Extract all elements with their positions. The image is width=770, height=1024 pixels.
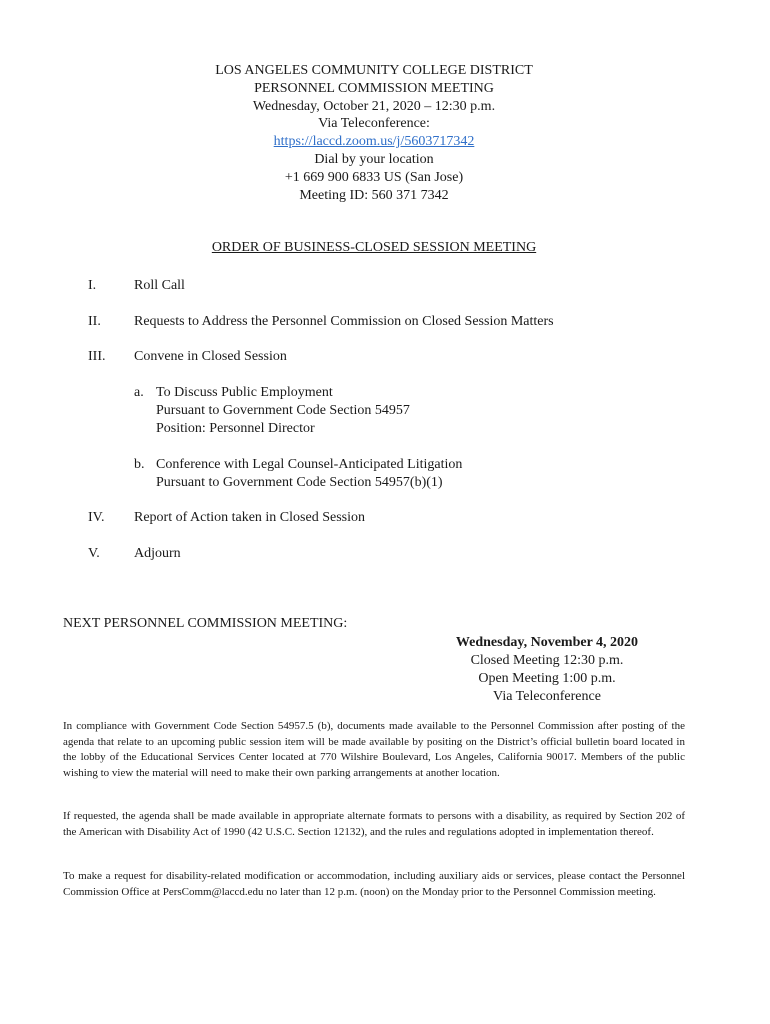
item-text: Requests to Address the Personnel Commission on Closed Session Matters [134,314,554,329]
item-text: Convene in Closed Session [134,349,287,364]
subitem-letter: b. [134,457,145,472]
subitem-line: Conference with Legal Counsel-Anticipated Litigation [156,457,463,472]
dial-label: Dial by your location [314,151,434,167]
meeting-datetime: Wednesday, October 21, 2020 – 12:30 p.m. [252,98,496,114]
meeting-id: Meeting ID: 560 371 7342 [299,187,449,203]
subitem-b [134,456,462,492]
next-meeting-label: NEXT PERSONNEL COMMISSION MEETING: [63,616,348,631]
item-number: III. [88,349,106,364]
open-meeting-time: Open Meeting 1:00 p.m. [478,671,616,686]
next-meeting-date: Wednesday, November 4, 2020 [455,635,639,650]
order-of-business-heading: ORDER OF BUSINESS-CLOSED SESSION MEETING [211,240,537,255]
subitem-letter: a. [134,385,144,400]
item-text: Adjourn [134,546,181,561]
meeting-title: PERSONNEL COMMISSION MEETING [254,80,494,96]
meeting-header [0,62,748,204]
item-text: Report of Action taken in Closed Session [134,510,365,525]
notice-accommodation-request: To make a request for disability-related modification or accommodation, including auxiliary aids or services, please contact the Personnel Commission Office at PersComm@laccd.edu no later than 12 p.m. (noon) on the Monday prior to the Personnel Commission meeting. [63,870,685,898]
subitem-line: Position: Personnel Director [156,421,315,436]
notice-public-records: In compliance with Government Code Section 54957.5 (b), documents made available to the Personnel Commission after posting of the agenda that relate to an upcoming public session item will be made available by positing on the District’s official bulletin board located in the lobby of the Educational Services Center located at 770 Wilshire Boulevard, Los Angeles, California 90017. Members of the public wishing to view the material will need to make their own parking arrangements at another location. [63,720,685,779]
subitem-line: To Discuss Public Employment [156,385,333,400]
subitem-line: Pursuant to Government Code Section 54957 [156,403,410,418]
subitem-line: Pursuant to Government Code Section 54957(b)(1) [156,475,443,490]
next-meeting-venue: Via Teleconference [493,689,601,704]
teleconference-label: Via Teleconference: [318,116,430,132]
notice-alternate-formats: If requested, the agenda shall be made available in appropriate alternate formats to persons with a disability, as required by Section 202 of the American with Disability Act of 1990 (42 U.S.C. Section 12132), and the rules and regulations adopted in implementation thereof. [63,810,685,838]
item-text: Roll Call [134,278,185,293]
item-number: II. [88,314,101,329]
dial-number: +1 669 900 6833 US (San Jose) [284,169,464,185]
closed-meeting-time: Closed Meeting 12:30 p.m. [470,653,624,668]
district-name: LOS ANGELES COMMUNITY COLLEGE DISTRICT [215,63,533,78]
zoom-link[interactable]: https://laccd.zoom.us/j/5603717342 [273,134,475,150]
item-number: I. [88,278,97,293]
item-number: V. [88,546,100,561]
subitem-a [134,384,410,438]
item-number: IV. [88,510,105,525]
next-meeting-details [0,634,770,706]
